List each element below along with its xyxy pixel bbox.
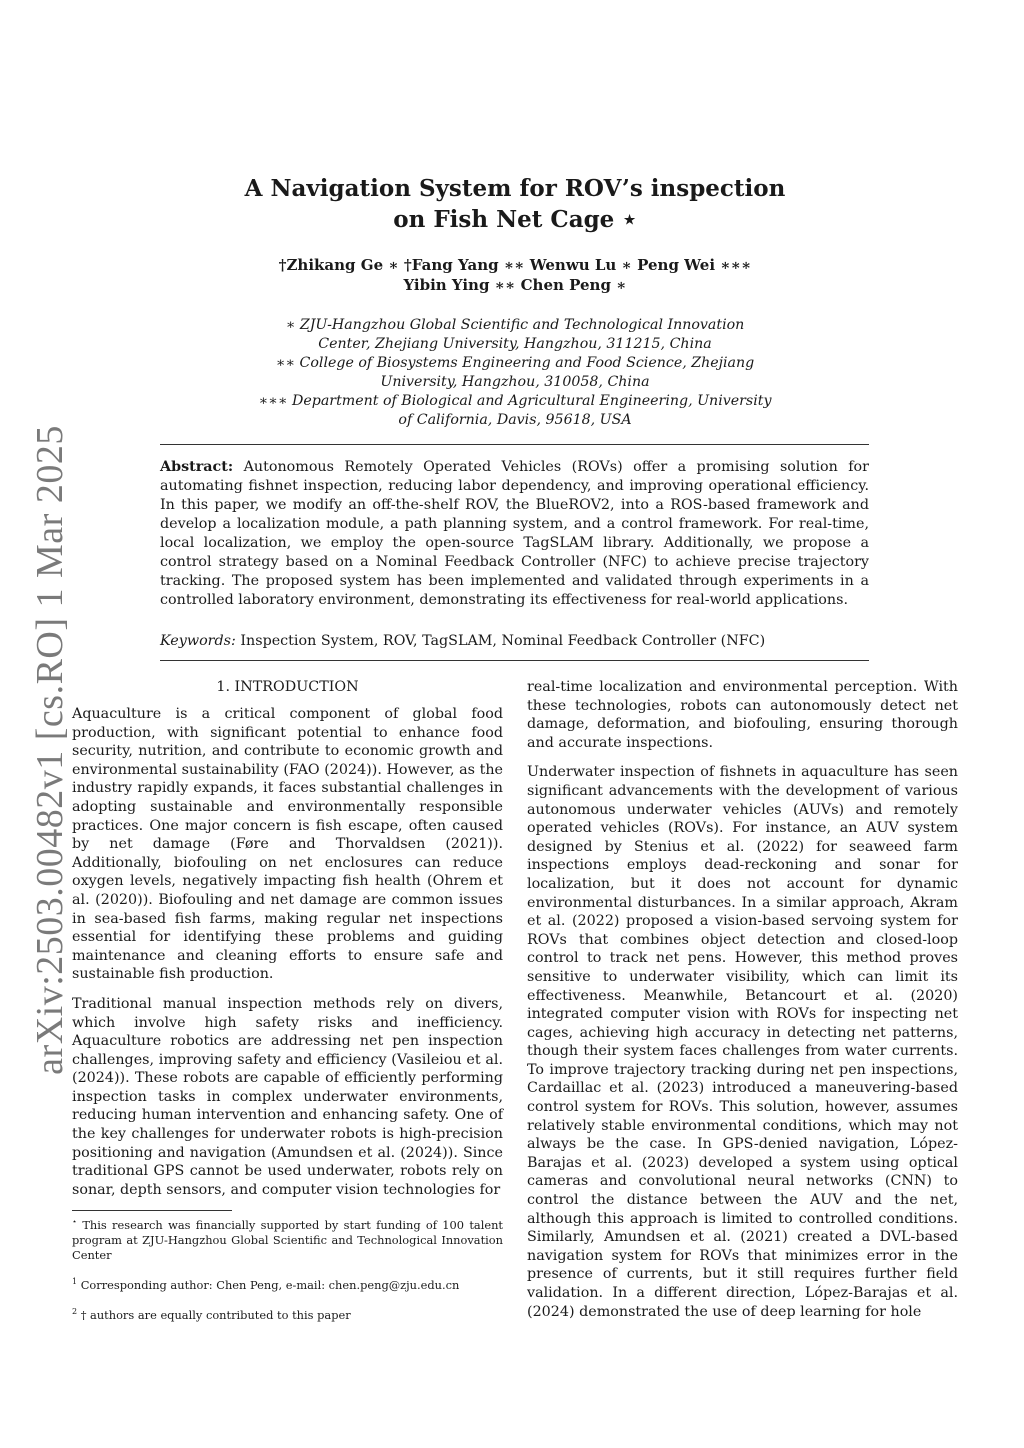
abstract-bottom-rule xyxy=(160,660,869,661)
footnote-funding xyxy=(72,1214,503,1263)
keywords xyxy=(160,632,869,651)
abstract-top-rule xyxy=(160,444,869,445)
abstract-text: Autonomous Remotely Operated Vehicles (ROVs) offer a promising solution for automating fishnet inspection, reducing labor dependency, and improving operational efficiency. In this paper, we modify an off-the-shelf ROV, the BlueROV2, into a ROS-based framework and develop a localization module, a path planning system, and a control framework. For real-time, local localization, we employ the open-source TagSLAM library. Additionally, we propose a control strategy based on a Nominal Feedback Controller (NFC) to achieve precise trajectory tracking. The proposed system has been implemented and validated through experiments in a controlled laboratory environment, demonstrating its effectiveness for real-world applications. xyxy=(160,459,869,608)
footnote-text: This research was financially supported by start funding of 100 talent program at ZJU-Hangzhou Global Scientific and Technological Innovation Center xyxy=(72,1218,504,1263)
footnote-mark: ⋆ xyxy=(72,1217,78,1227)
abstract xyxy=(160,458,869,610)
footnote-mark: 2 xyxy=(72,1307,78,1317)
footnote-mark: 1 xyxy=(72,1277,78,1287)
body-paragraph: Traditional manual inspection methods rely on divers, which involve high safety risks and inefficiency. Aquaculture robotics are addressing net pen inspection challenges, improving safety and efficiency (Vasileiou et al. (2024)). These robots are capable of efficiently performing inspection tasks in complex underwater environments, reducing human intervention and enhancing safety. One of the key challenges for underwater robots is high-precision positioning and navigation (Amundsen et al. (2024)). Since traditional GPS cannot be used underwater, robots rely on sonar, depth sensors, and computer vision technologies for xyxy=(72,995,503,1198)
author-list xyxy=(160,255,870,295)
body-paragraph: Aquaculture is a critical component of global food production, with significant potential to enhance food security, nutrition, and contribute to economic growth and environmental sustainability (FAO (2024)). However, as the industry rapidly expands, it faces substantial challenges in adopting sustainable and environmentally responsible practices. One major concern is fish escape, often caused by net damage (Føre and Thorvaldsen (2021)). Additionally, biofouling on net enclosures can reduce oxygen levels, negatively impacting fish health (Ohrem et al. (2020)). Biofouling and net damage are common issues in sea-based fish farms, making regular net inspections essential for identifying these problems and guiding maintenance and cleaning efforts to ensure safe and sustainable fish production. xyxy=(72,706,503,983)
footnote-text: † authors are equally contributed to this paper xyxy=(80,1307,351,1322)
keywords-label: Keywords: xyxy=(160,633,236,649)
affiliation-line: of California, Davis, 95618, USA xyxy=(398,412,632,428)
body-paragraph: real-time localization and environmental perception. With these technologies, robots can autonomously detect net damage, deformation, and biofouling, ensuring thorough and accurate inspections. xyxy=(527,679,958,751)
left-column xyxy=(72,678,503,1334)
footnote-text: Corresponding author: Chen Peng, e-mail: chen.peng@zju.edu.cn xyxy=(80,1278,460,1293)
arxiv-stamp xyxy=(20,425,80,1075)
affiliation-line: ∗∗ College of Biosystems Engineering and Food Science, Zhejiang xyxy=(275,355,755,371)
right-column xyxy=(527,678,958,1332)
footnote-corresponding xyxy=(72,1274,503,1293)
body-paragraph: Underwater inspection of fishnets in aquaculture has seen significant advancements with the development of various autonomous underwater vehicles (AUVs) and remotely operated vehicles (ROVs). For instance, an AUV system designed by Stenius et al. (2022) for seaweed farm inspections employs dead-reckoning and sonar for localization, but it does not account for dynamic environmental disturbances. In a similar approach, Akram et al. (2022) proposed a vision-based servoing system for ROVs that combines object detection and closed-loop control to track net pens. However, this method proves sensitive to underwater visibility, which can limit its effectiveness. Meanwhile, Betancourt et al. (2020) integrated computer vision with ROVs for inspecting net cages, achieving high accuracy in detecting net patterns, though their system faces challenges from water currents. To improve trajectory tracking during net pen inspections, Cardaillac et al. (2023) introduced a maneuvering-based control system for ROVs. This solution, however, assumes relatively stable environmental conditions, which may not always be the case. In GPS-denied navigation, López-Barajas et al. (2023) developed a system using optical cameras and convolutional neural networks (CNN) to control the distance between the AUV and the net, although this approach is limited to controlled conditions. Similarly, Amundsen et al. (2021) created a DVL-based navigation system for ROVs that minimizes error in the presence of currents, but it still requires further field validation. In a different direction, López-Barajas et al. (2024) demonstrated the use of deep learning for hole xyxy=(527,764,958,1320)
affiliation-line: ∗ ZJU-Hangzhou Global Scientific and Technological Innovation xyxy=(285,317,745,333)
arxiv-identifier: arXiv:2503.00482v1 [cs.RO] 1 Mar 2025 xyxy=(29,425,72,1075)
affiliation-line: ∗∗∗ Department of Biological and Agricultural Engineering, University xyxy=(258,393,772,409)
affiliations xyxy=(160,316,870,430)
authors-line-2: Yibin Ying ∗∗ Chen Peng ∗ xyxy=(403,276,627,294)
title-line-2: on Fish Net Cage ⋆ xyxy=(393,206,637,233)
abstract-label: Abstract: xyxy=(160,459,234,475)
affiliation-line: University, Hangzhou, 310058, China xyxy=(380,374,650,390)
paper-title xyxy=(160,173,870,235)
footnotes xyxy=(72,1210,503,1322)
authors-line-1: †Zhikang Ge ∗ †Fang Yang ∗∗ Wenwu Lu ∗ Peng Wei ∗∗∗ xyxy=(278,256,752,274)
title-line-1: A Navigation System for ROV’s inspection xyxy=(244,175,786,202)
affiliation-line: Center, Zhejiang University, Hangzhou, 311215, China xyxy=(318,336,712,352)
keywords-text: Inspection System, ROV, TagSLAM, Nominal Feedback Controller (NFC) xyxy=(240,633,766,649)
footnote-equal-contribution xyxy=(72,1304,503,1323)
section-heading-introduction: 1. INTRODUCTION xyxy=(216,679,359,695)
